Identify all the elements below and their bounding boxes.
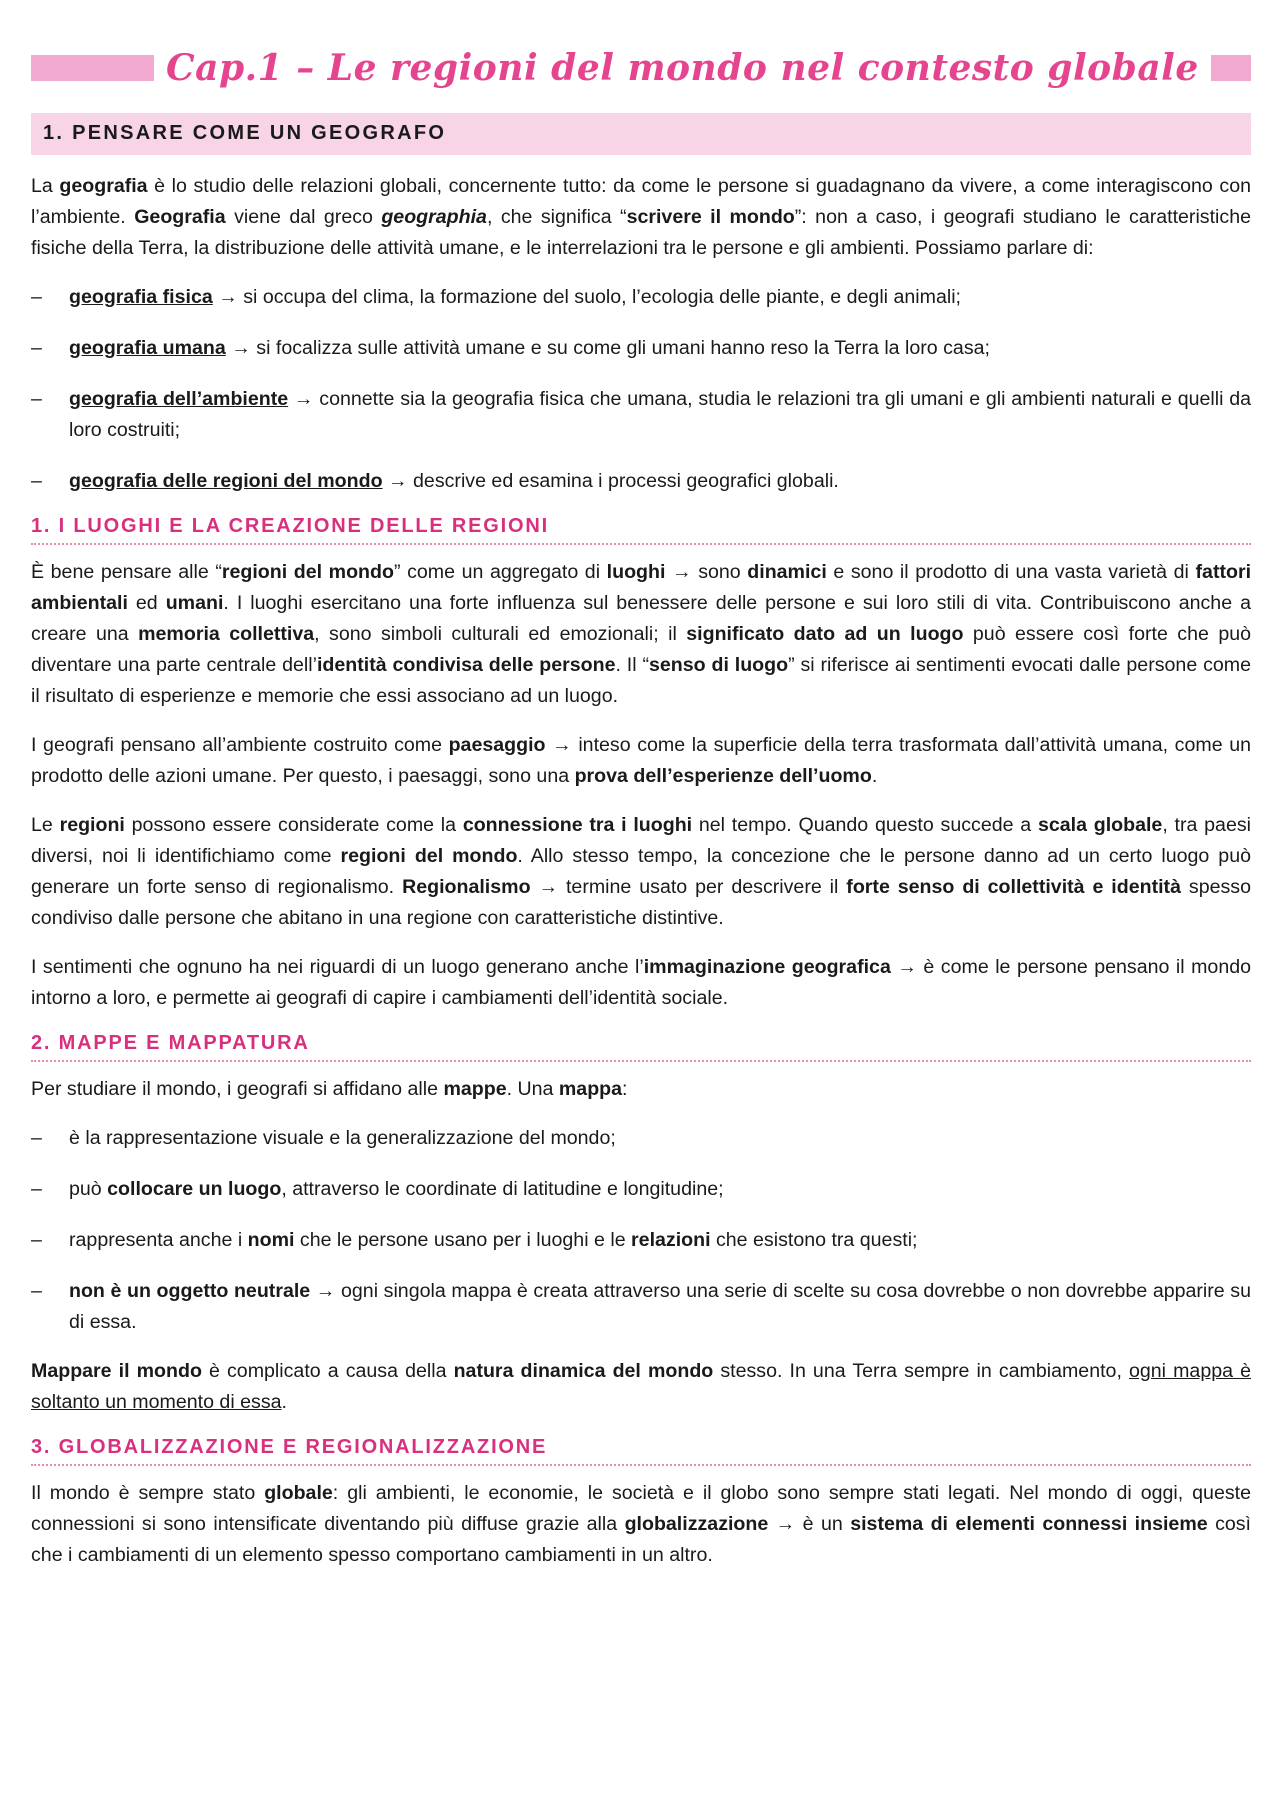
- section-band-heading: 1. PENSARE COME UN GEOGRAFO: [31, 113, 1251, 155]
- section-heading-globalization: 3. GLOBALIZZAZIONE E REGIONALIZZAZIONE: [31, 1436, 1251, 1466]
- list-item: – è la rappresentazione visuale e la generalizzazione del mondo;: [31, 1123, 1251, 1154]
- title-bar-right: [1211, 55, 1251, 81]
- paragraph: Per studiare il mondo, i geografi si affidano alle mappe. Una mappa:: [31, 1078, 628, 1100]
- list-item: – geografia delle regioni del mondo → descrive ed esamina i processi geografici globali.: [31, 466, 1251, 497]
- title-row: [31, 46, 1251, 90]
- list-item: – geografia fisica → si occupa del clima, la formazione del suolo, l’ecologia delle piante, e degli animali;: [31, 282, 1251, 313]
- geography-types-list: [31, 282, 1251, 497]
- paragraph: I geografi pensano all’ambiente costruito come paesaggio → inteso come la superficie della terra trasformata dall’attività umana, come un prodotto delle azioni umane. Per questo, i paesaggi, sono una prova dell’esperienze dell’uomo.: [31, 734, 1251, 787]
- paragraph: È bene pensare alle “regioni del mondo” come un aggregato di luoghi → sono dinamici e sono il prodotto di una vasta varietà di fattori ambientali ed umani. I luoghi esercitano una forte influenza sul benessere delle persone e sui loro stili di vita. Contribuiscono anche a creare una memoria collettiva, sono simboli culturali ed emozionali; il significato dato ad un luogo può essere così forte che può diventare una parte centrale dell’identità condivisa delle persone. Il “senso di luogo” si riferisce ai sentimenti evocati dalle persone come il risultato di esperienze e memorie che essi associano ad un luogo.: [31, 561, 1252, 707]
- paragraph: Mappare il mondo è complicato a causa della natura dinamica del mondo stesso. In una Terra sempre in cambiamento, ogni mappa è soltanto un momento di essa.: [31, 1360, 1252, 1413]
- intro-paragraph: La geografia è lo studio delle relazioni globali, concernente tutto: da come le persone si guadagnano da vivere, a come interagiscono con l’ambiente. Geografia viene dal greco geographia, che significa “scrivere il mondo”: non a caso, i geografi studiano le caratteristiche fisiche della Terra, la distribuzione delle attività umane, e le interrelazioni tra le persone e gli ambienti. Possiamo parlare di:: [31, 175, 1251, 259]
- list-item: – può collocare un luogo, attraverso le coordinate di latitudine e longitudine;: [31, 1174, 1251, 1205]
- section-heading-maps: 2. MAPPE E MAPPATURA: [31, 1032, 1251, 1062]
- map-properties-list: [31, 1123, 1251, 1338]
- document-body: [31, 113, 1251, 1589]
- paragraph: Le regioni possono essere considerate come la connessione tra i luoghi nel tempo. Quando questo succede a scala globale, tra paesi diversi, noi li identifichiamo come regioni del mondo. Allo stesso tempo, la concezione che le persone danno ad un certo luogo può generare un forte senso di regionalismo. Regionalismo → termine usato per descrivere il forte senso di collettività e identità spesso condiviso dalle persone che abitano in una regione con caratteristiche distintive.: [31, 814, 1251, 929]
- page-title: Cap.1 – Le regioni del mondo nel contesto globale: [166, 47, 1199, 89]
- paragraph: I sentimenti che ognuno ha nei riguardi di un luogo generano anche l’immaginazione geografica → è come le persone pensano il mondo intorno a loro, e permette ai geografi di capire i cambiamenti dell’identità sociale.: [31, 956, 1252, 1009]
- list-item: – rappresenta anche i nomi che le persone usano per i luoghi e le relazioni che esistono tra questi;: [31, 1225, 1251, 1256]
- list-item: – non è un oggetto neutrale → ogni singola mappa è creata attraverso una serie di scelte su cosa dovrebbe o non dovrebbe apparire su di essa.: [31, 1276, 1251, 1338]
- paragraph: Il mondo è sempre stato globale: gli ambienti, le economie, le società e il globo sono sempre stati legati. Nel mondo di oggi, queste connessioni si sono intensificate diventando più diffuse grazie alla globalizzazione → è un sistema di elementi connessi insieme così che i cambiamenti di un elemento spesso comportano cambiamenti in un altro.: [31, 1482, 1252, 1566]
- title-bar-left: [31, 55, 154, 81]
- list-item: – geografia umana → si focalizza sulle attività umane e su come gli umani hanno reso la Terra la loro casa;: [31, 333, 1251, 364]
- section-heading-places: 1. I LUOGHI E LA CREAZIONE DELLE REGIONI: [31, 515, 1251, 545]
- list-item: – geografia dell’ambiente → connette sia la geografia fisica che umana, studia le relazioni tra gli umani e gli ambienti naturali e quelli da loro costruiti;: [31, 384, 1251, 446]
